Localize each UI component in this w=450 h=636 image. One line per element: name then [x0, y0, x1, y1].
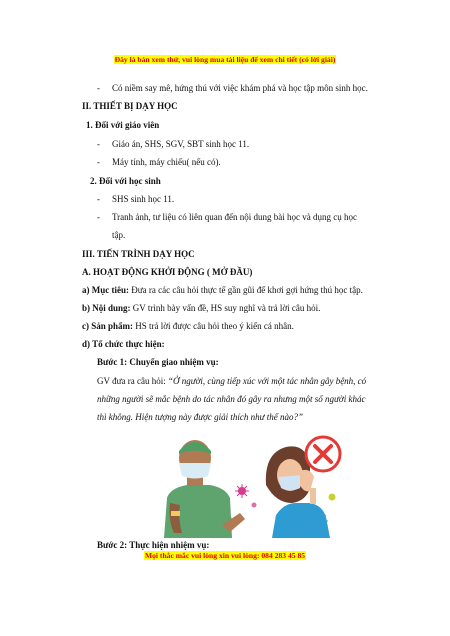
germ-icon-small: [252, 503, 257, 508]
bullet-dash: -: [97, 83, 100, 93]
question-intro: GV đưa ra câu hỏi:: [97, 376, 166, 386]
product-label: c) Sản phẩm:: [82, 321, 134, 331]
student-item: Tranh ảnh, tư liệu có liên quan đến nội dung bài học và dụng cụ học: [112, 212, 357, 222]
goal-text: Đưa ra các câu hỏi thực tế gần gũi để khơi gợi hứng thú học tập.: [131, 285, 363, 295]
bullet-dash: -: [97, 139, 100, 149]
goal-label: a) Mục tiêu:: [82, 285, 129, 295]
question-text: những người sẽ mắc bệnh do tác nhân đó gây ra nhưng một số người khác: [97, 394, 366, 404]
germ-icon-pink: [235, 484, 249, 498]
content-row: [82, 303, 320, 314]
goal-row: [82, 285, 363, 296]
content-label: b) Nội dung:: [82, 303, 131, 313]
intro-bullet-text: Có niềm say mê, hứng thú với việc khám phá và học tập môn sinh học.: [112, 83, 368, 93]
question-line: [97, 376, 366, 387]
red-cross-icon: [306, 437, 340, 471]
step-2-heading: Bước 2: Thực hiện nhiệm vụ:: [97, 540, 210, 550]
question-text: “Ở người, cùng tiếp xúc với một tác nhân gây bệnh, có: [167, 376, 367, 386]
org-label: d) Tổ chức thực hiện:: [82, 339, 165, 349]
doctor-figure: [164, 440, 245, 538]
section-3-heading: III. TIẾN TRÌNH DẠY HỌC: [82, 249, 195, 259]
question-text: thì không. Hiện tượng này được giải thích như thế nào?”: [97, 412, 304, 422]
germ-icon-yellow: [329, 494, 336, 501]
bullet-dash: -: [97, 157, 100, 167]
student-heading: 2. Đối với học sinh: [90, 176, 161, 186]
content-text: GV trình bày vấn đề, HS suy nghĩ và trả lời câu hỏi.: [132, 303, 321, 313]
preview-banner: [0, 55, 450, 64]
product-row: [82, 321, 294, 332]
product-text: HS trả lời được câu hỏi theo ý kiến cá nhân.: [135, 321, 294, 331]
step-1-heading: Bước 1: Chuyển giao nhiệm vụ:: [97, 357, 219, 367]
teacher-item: Máy tính, máy chiếu( nếu có).: [112, 157, 221, 167]
teacher-heading: 1. Đối với giáo viên: [86, 120, 160, 130]
section-2-heading: II. THIẾT BỊ DẠY HỌC: [82, 101, 178, 111]
contact-banner: [0, 551, 450, 560]
bullet-dash: -: [97, 194, 100, 204]
teacher-item: Giáo án, SHS, SGV, SBT sinh học 11.: [112, 139, 250, 149]
illustration-vaccine-vs-sick: [160, 433, 360, 538]
contact-banner-text: Mọi thắc mắc vui lòng xin vui lòng: 084 283 45 85: [144, 551, 306, 560]
preview-banner-text: Đây là bản xem thử, vui lòng mua tài liệu để xem chi tiết (có lời giải): [114, 55, 336, 64]
student-item-continuation: tập.: [112, 230, 126, 240]
activity-a-heading: A. HOẠT ĐỘNG KHỞI ĐỘNG ( MỞ ĐẦU): [82, 267, 253, 277]
bullet-dash: -: [97, 212, 100, 222]
student-item: SHS sinh học 11.: [112, 194, 175, 204]
